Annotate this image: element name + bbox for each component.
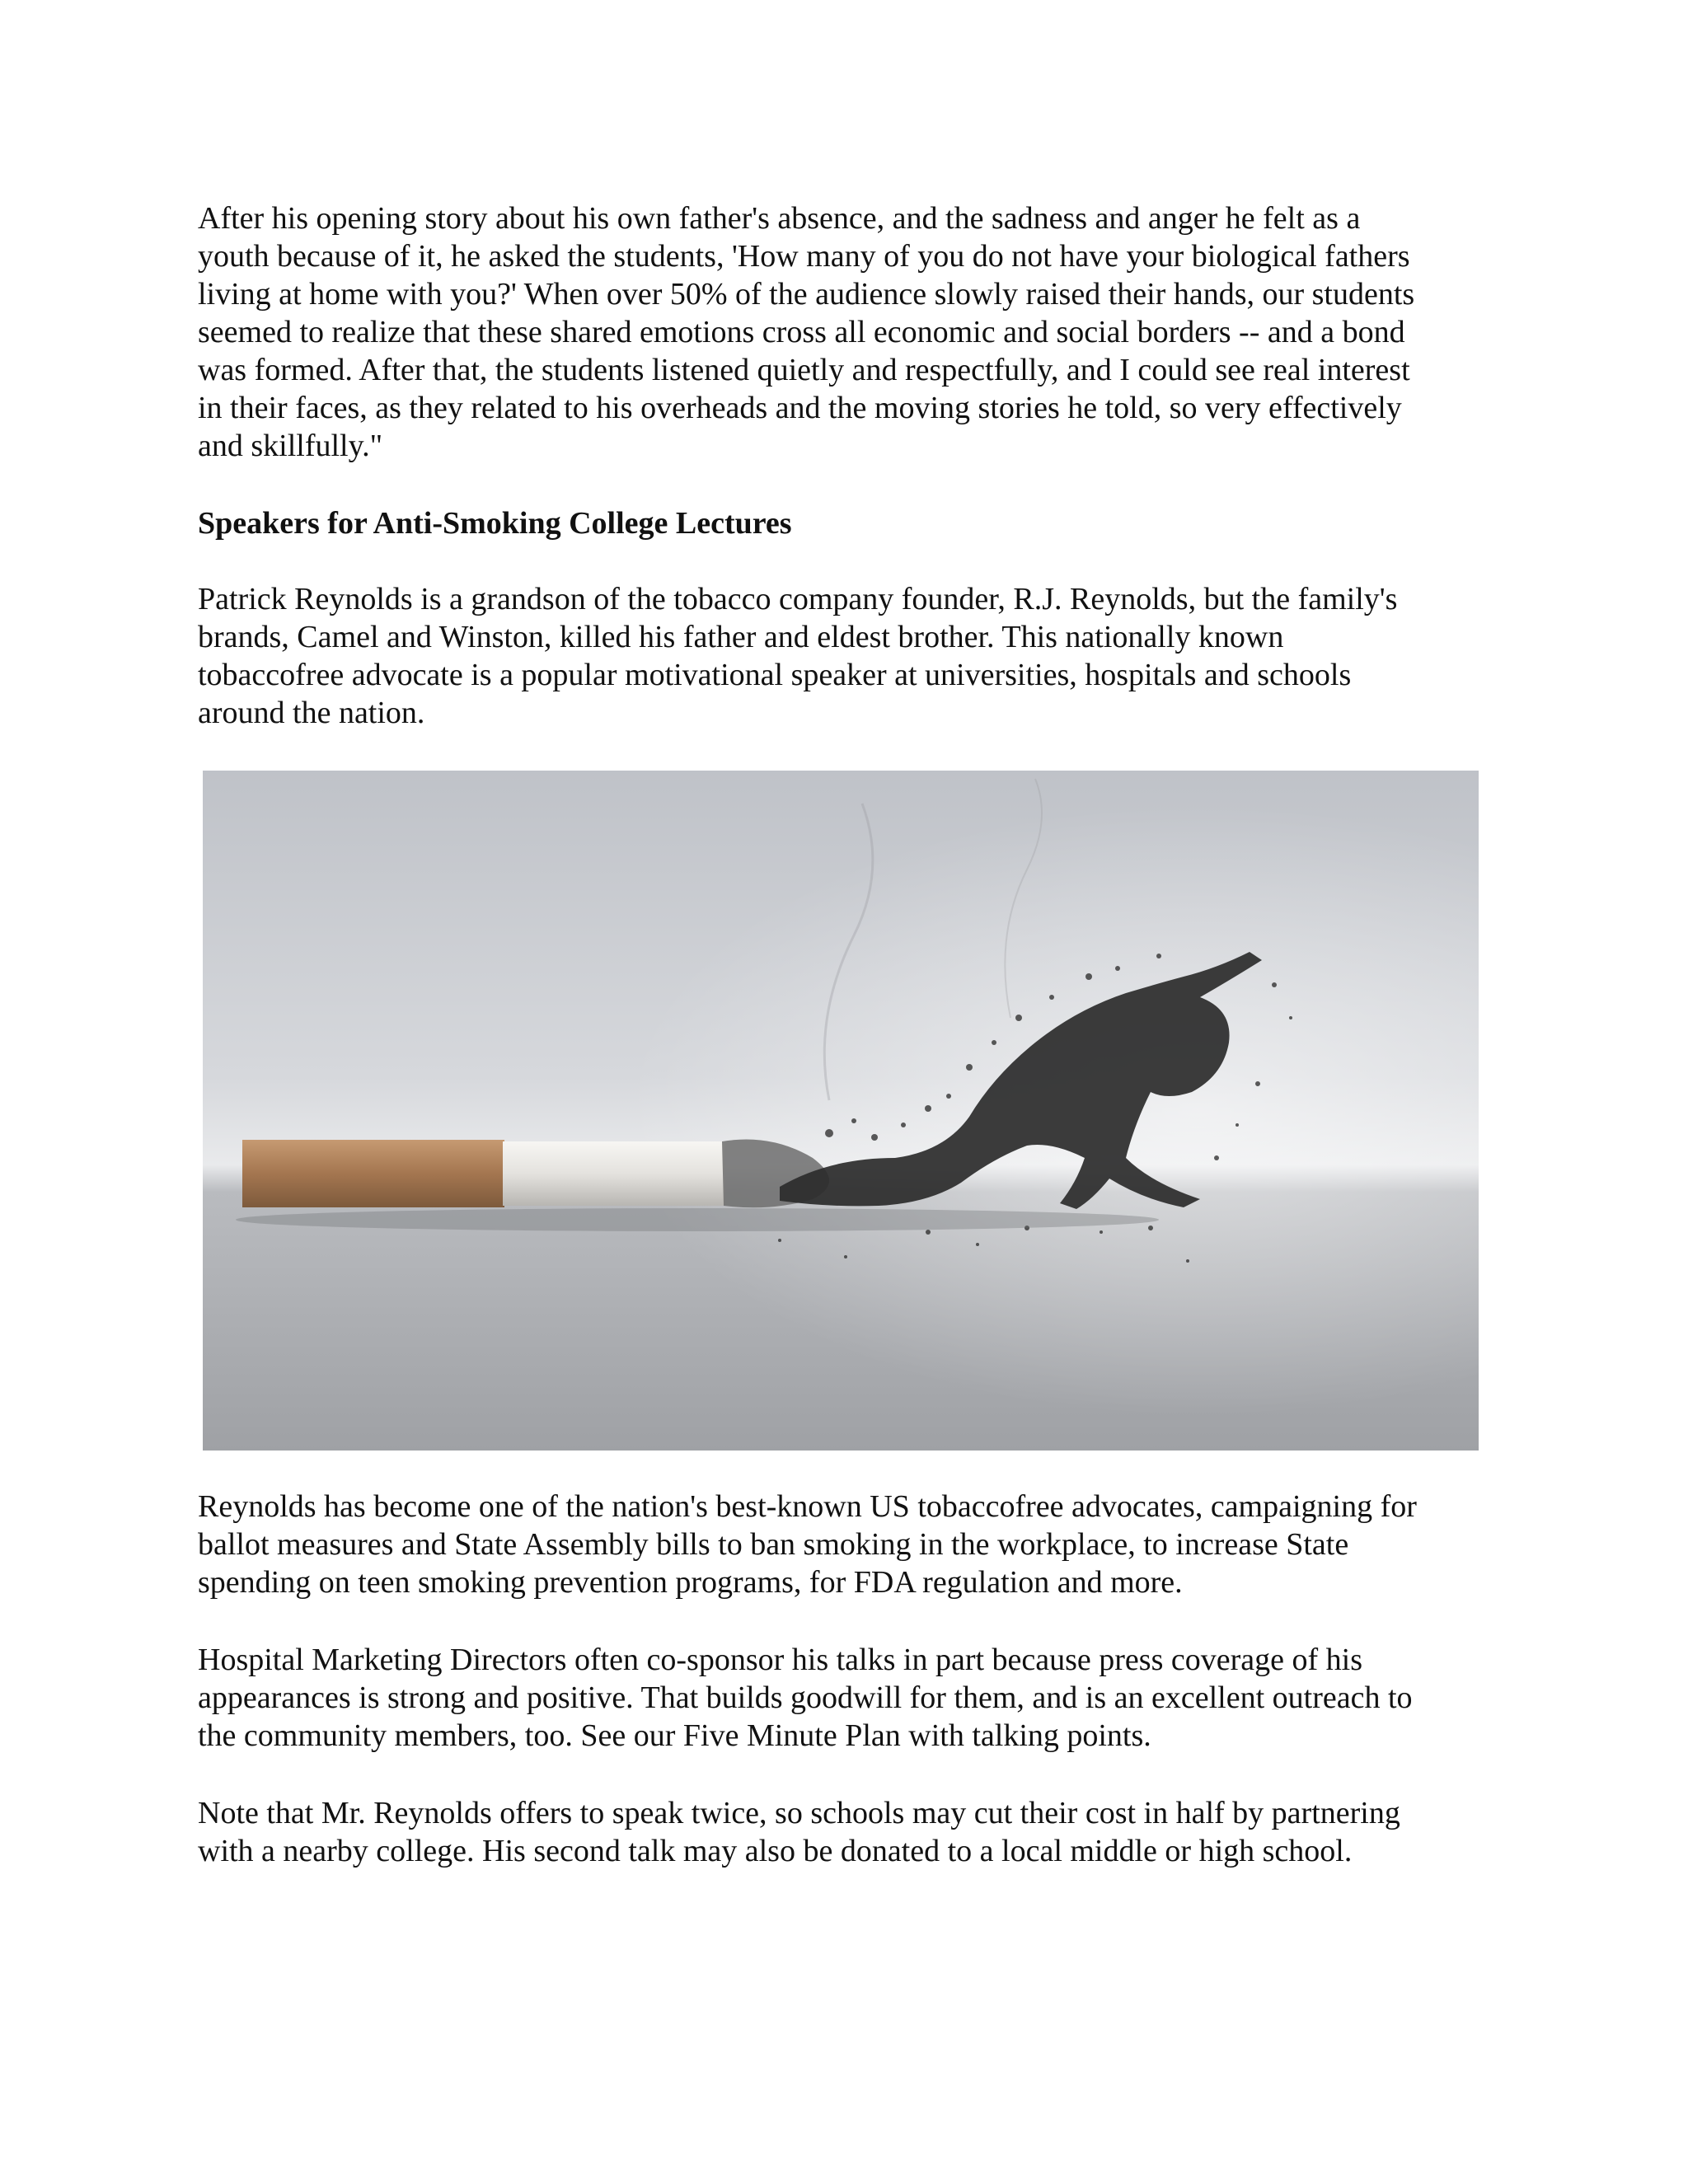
paragraph-father-absence-story: After his opening story about his own father's absence, and the sadness and anger he felt as a youth because of it, he asked the students, 'How many of you do not have your biological fathers living at home with you?' When over 50% of the audience slowly raised their hands, our students seemed to realize that these shared emotions cross all economic and social borders -- and a bond was formed. After that, the students listened quietly and respectfully, and I could see real interest in their faces, as they related to his overheads and the moving stories he told, so very effectively and skillfully.": [198, 201, 1415, 463]
paragraph-speak-twice: Note that Mr. Reynolds offers to speak twice, so schools may cut their cost in half by partnering with a nearby college. His second talk may also be donated to a local middle or high school.: [198, 1796, 1400, 1868]
paragraph-hospital-marketing: Hospital Marketing Directors often co-sponsor his talks in part because press coverage of his appearances is strong and positive. That builds goodwill for them, and is an excellent outreach to the community members, too. See our Five Minute Plan with talking points.: [198, 1643, 1413, 1753]
cigarette-filter-shape: [242, 1140, 504, 1207]
paragraph-advocacy: Reynolds has become one of the nation's best-known US tobaccofree advocates, campaigning for ballot measures and State Assembly bills to ban smoking in the workplace, to increase State spending on teen smoking prevention programs, for FDA regulation and more.: [198, 1489, 1417, 1600]
cigarette-paper-shape: [503, 1141, 725, 1206]
cigarette-ash-figure-image: [203, 771, 1479, 1451]
paragraph-patrick-reynolds-intro: Patrick Reynolds is a grandson of the tobacco company founder, R.J. Reynolds, but the family's brands, Camel and Winston, killed his father and eldest brother. This nationally known tobaccofree advocate is a popular motivational speaker at universities, hospitals and schools around the nation.: [198, 582, 1398, 730]
section-heading: Speakers for Anti-Smoking College Lectures: [198, 506, 792, 541]
